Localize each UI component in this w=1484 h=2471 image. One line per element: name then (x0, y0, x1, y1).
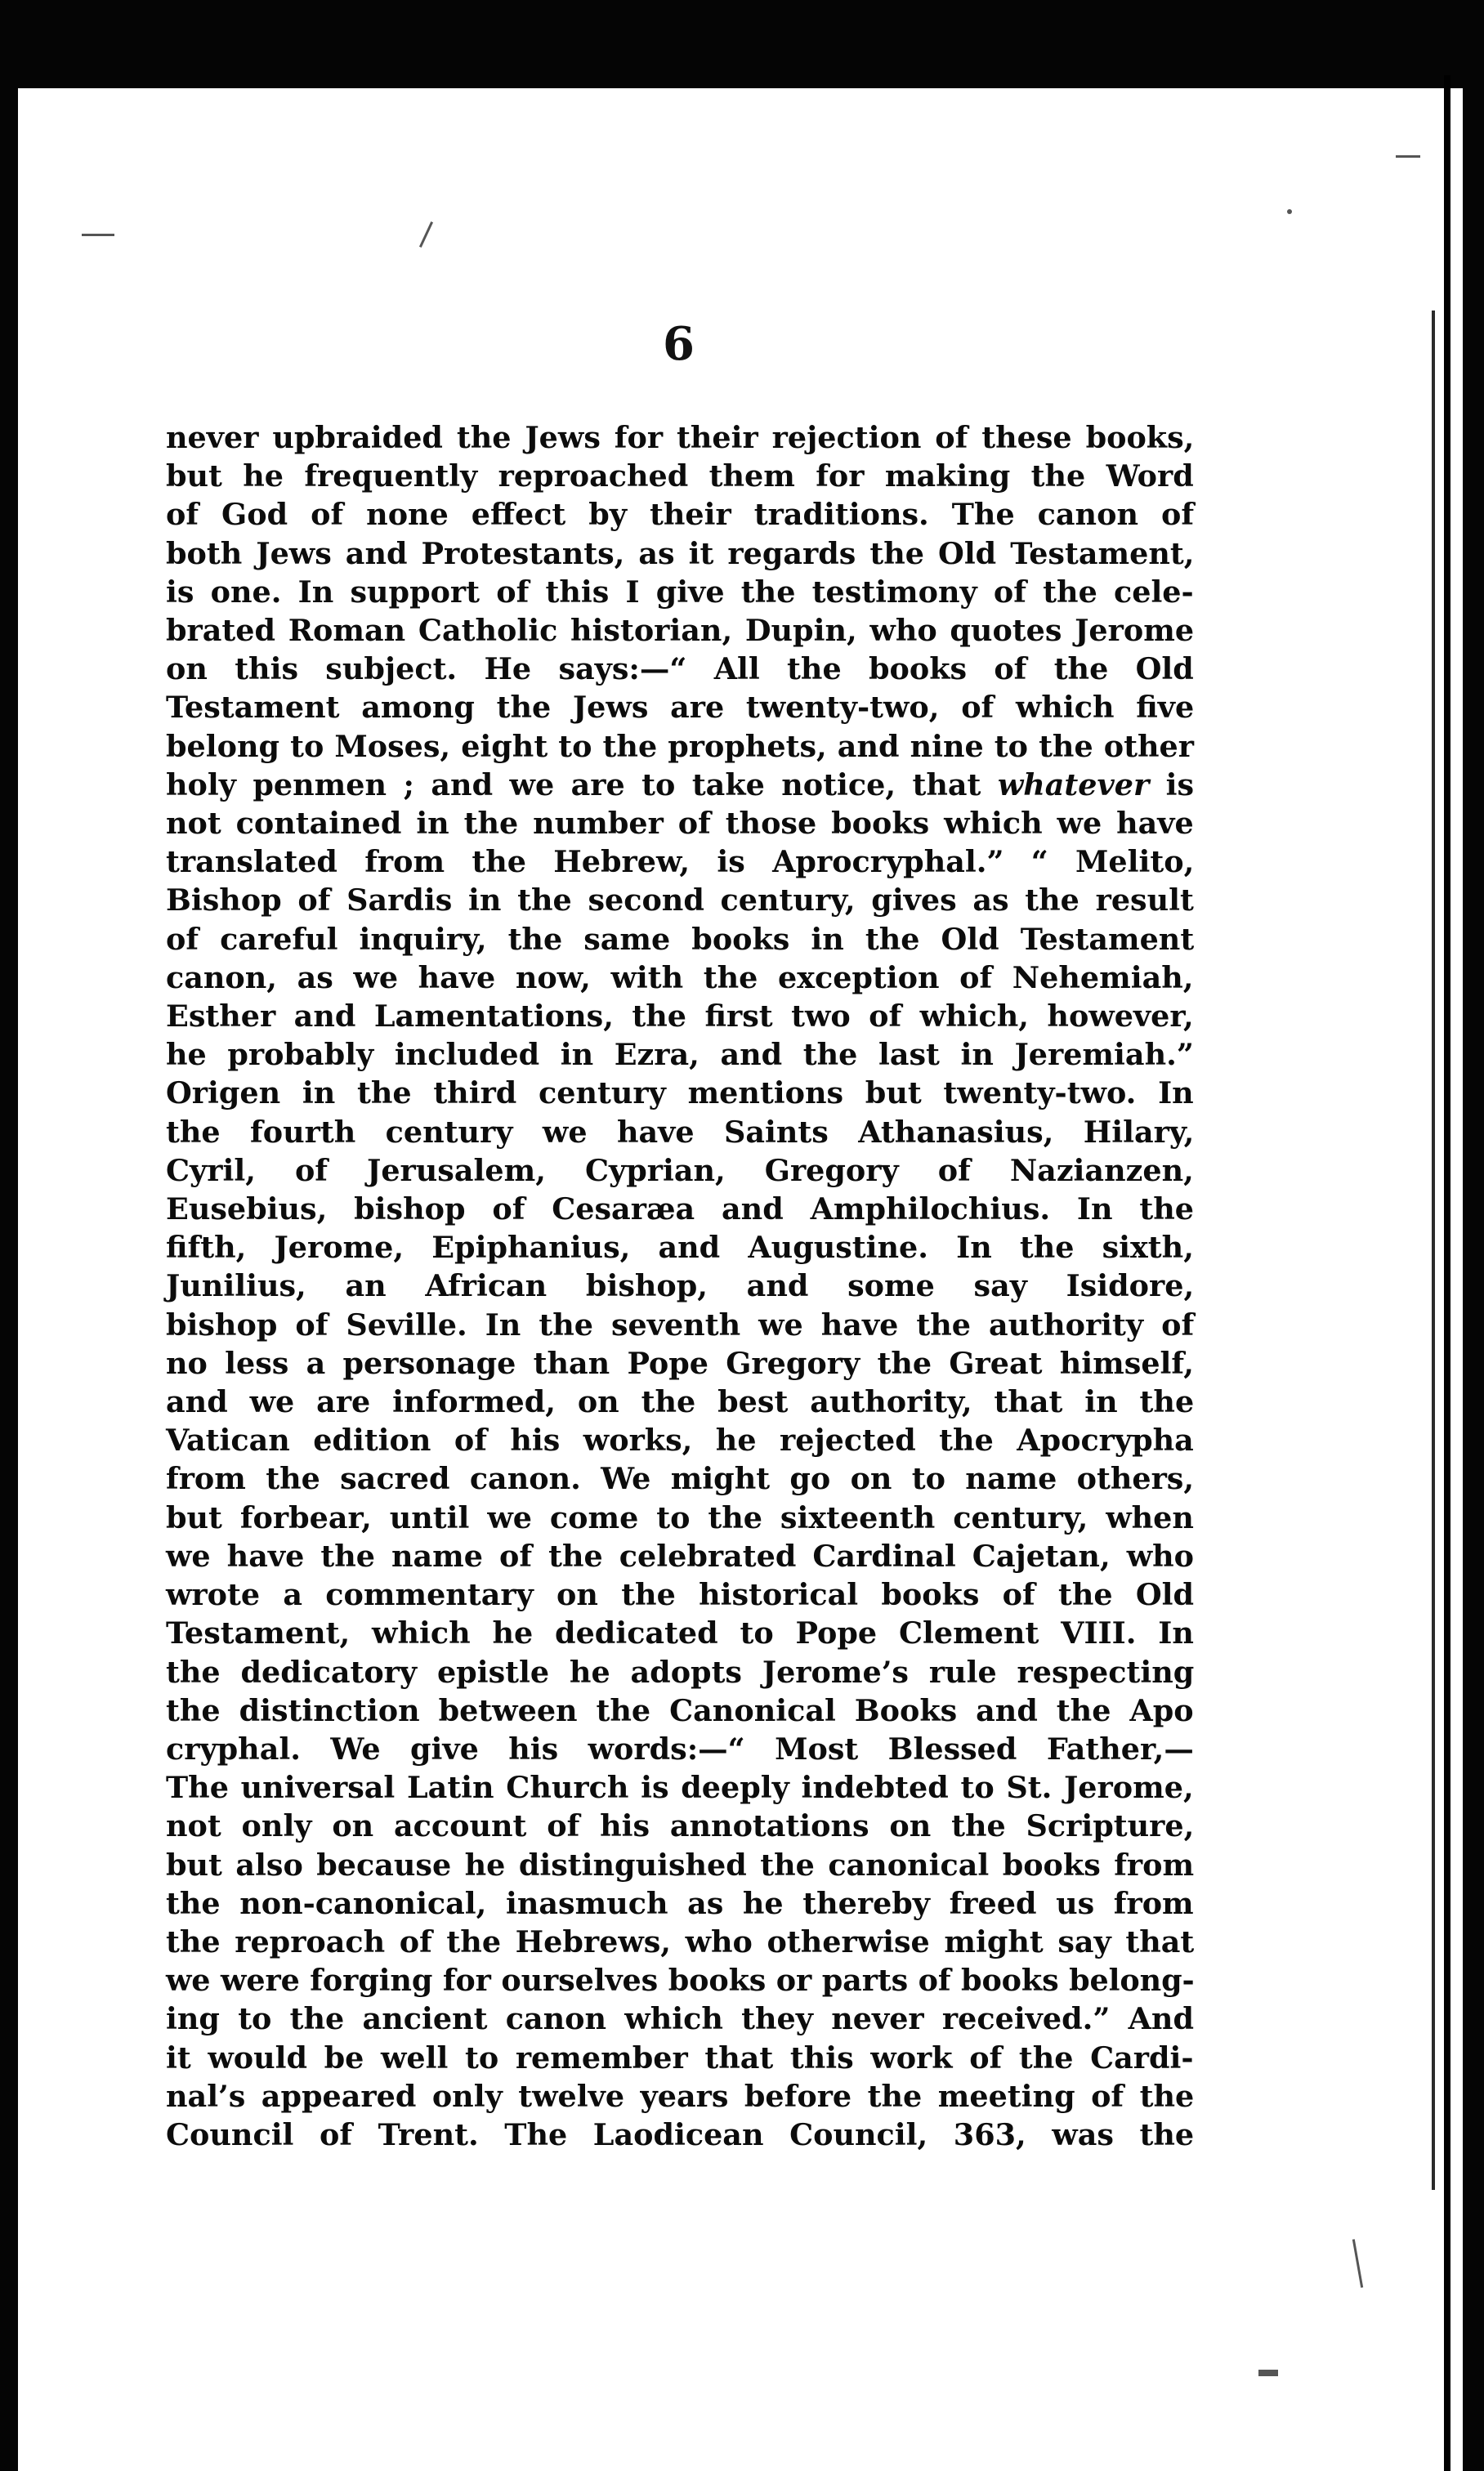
text-line: we were forging for ourselves books or parts of books belong- (166, 1963, 1195, 1999)
text-line: it would be well to remember that this work of the Cardi- (166, 2040, 1194, 2076)
body-text (166, 418, 1194, 2154)
text-line: The universal Latin Church is deeply indebted to St. Jerome, (166, 1770, 1194, 1806)
page-number: 6 (663, 317, 695, 371)
text-line: canon, as we have now, with the exception of Nehemiah, (166, 959, 1194, 995)
scan-speck (1287, 209, 1292, 214)
text-line: both Jews and Protestants, as it regards the Old Testament, (166, 535, 1195, 571)
scan-speck (82, 234, 114, 236)
text-line: but he frequently reproached them for making the Word (166, 458, 1194, 494)
text-line: not contained in the number of those books which we have (166, 806, 1194, 842)
text-line: but also because he distinguished the canonical books from (166, 1847, 1195, 1883)
text-line: no less a personage than Pope Gregory the Great himself, (166, 1345, 1195, 1381)
text-line: nal’s appeared only twelve years before the meeting of the (166, 2078, 1195, 2114)
text-line: but forbear, until we come to the sixteenth century, when (166, 1499, 1194, 1535)
text-line: Origen in the third century mentions but twenty-two. In (166, 1075, 1194, 1111)
text-line: holy penmen ; and we are to take notice, that whatever is (166, 766, 1195, 802)
text-line: cryphal. We give his words:—“ Most Blessed Father,— (166, 1731, 1194, 1767)
text-line: Cyril, of Jerusalem, Cyprian, Gregory of Nazianzen, (166, 1152, 1194, 1188)
text-line: and we are informed, on the best authority, that in the (166, 1384, 1195, 1420)
text-line: belong to Moses, eight to the prophets, and nine to the other (166, 728, 1194, 764)
text-line: he probably included in Ezra, and the last in Jeremiah.” (166, 1037, 1194, 1073)
text-line: ing to the ancient canon which they never received.” And (166, 2001, 1194, 2037)
text-line: fifth, Jerome, Epiphanius, and Augustine. In the sixth, (166, 1230, 1194, 1266)
text-line: brated Roman Catholic historian, Dupin, who quotes Jerome (166, 613, 1195, 649)
scan-speck (1396, 155, 1420, 158)
text-line: Vatican edition of his works, he rejected the Apocrypha (166, 1423, 1194, 1459)
page-edge-line (1432, 311, 1435, 2190)
page-edge-shadow (1444, 75, 1450, 2471)
text-line: Council of Trent. The Laodicean Council, 363, was the (166, 2116, 1195, 2152)
text-line: the non-canonical, inasmuch as he thereby freed us from (166, 1885, 1194, 1921)
text-line: not only on account of his annotations on the Scripture, (166, 1808, 1195, 1844)
text-line: of God of none effect by their traditions. The canon of (166, 497, 1195, 533)
text-line: the dedicatory epistle he adopts Jerome’s rule respecting (166, 1654, 1195, 1690)
text-line: Testament, which he dedicated to Pope Clement VIII. In (166, 1615, 1194, 1651)
text-line: on this subject. He says:—“ All the books of the Old (166, 651, 1194, 687)
text-line: the reproach of the Hebrews, who otherwise might say that (166, 1924, 1195, 1959)
text-line: bishop of Seville. In the seventh we have the authority of (166, 1307, 1195, 1343)
text-line: Junilius, an African bishop, and some say Isidore, (166, 1268, 1195, 1304)
text-line: Esther and Lamentations, the first two of which, however, (166, 999, 1194, 1034)
text-line: Bishop of Sardis in the second century, gives as the result (166, 882, 1194, 918)
text-line: the distinction between the Canonical Books and the Apo (166, 1692, 1194, 1728)
text-line: Testament among the Jews are twenty-two, of which five (166, 690, 1195, 726)
text-line: of careful inquiry, the same books in the Old Testament (166, 921, 1195, 957)
text-line: translated from the Hebrew, is Aprocryphal.” “ Melito, (166, 844, 1195, 880)
text-line: never upbraided the Jews for their rejection of these books, (166, 420, 1195, 455)
text-line: wrote a commentary on the historical books of the Old (166, 1577, 1195, 1613)
text-line: Eusebius, bishop of Cesaræa and Amphilochius. In the (166, 1191, 1195, 1227)
text-line: from the sacred canon. We might go on to name others, (166, 1461, 1195, 1497)
text-line: the fourth century we have Saints Athanasius, Hilary, (166, 1114, 1195, 1150)
scan-speck (1258, 2370, 1278, 2376)
text-line: we have the name of the celebrated Cardinal Cajetan, who (166, 1538, 1195, 1574)
text-line: is one. In support of this I give the testimony of the cele- (166, 574, 1194, 610)
